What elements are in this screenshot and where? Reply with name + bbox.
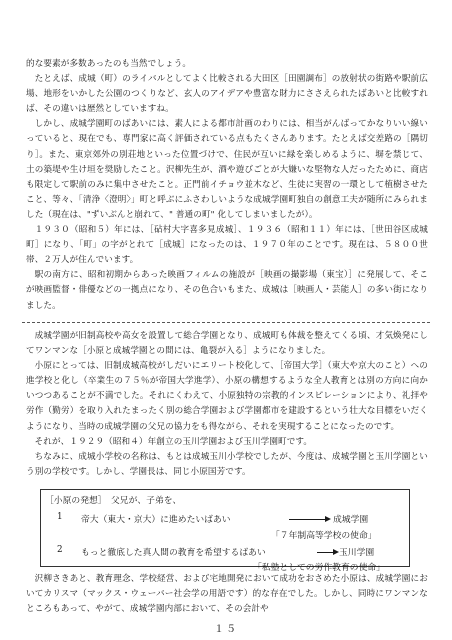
page-number: １５ [214, 624, 238, 635]
box-item-condition: もっと徹底した真人間の教育を希望するばあい [81, 548, 266, 558]
section-divider [22, 322, 430, 323]
arrow-icon [317, 552, 335, 553]
box-item-number: 1 [57, 512, 63, 522]
paragraph-obara-vision: 小原にとっては、旧制成城高校がしだいにエリート校化して、［帝国大学］（東大や京大のこと）への進学校と化し（卒業生の７５％が帝国大学進学）、小原の構想するような全人教育とは別の方向に向かいつつあることが不満でした。それにくわえて、小原独特の宗教的インスピレーションにより、礼拝や労作（勤労）を取り入れたまったく別の総合学園および学園都市を建設するという壮大な目標をいだくようになり、当時の成城学園の父兄の協力をも得ながら、それを実現することになったのです。 [26, 361, 428, 432]
paragraph-continuation: 的な要素が多数あったのも当然でしょう。 [26, 59, 192, 69]
section-obara-split [26, 329, 428, 480]
paragraph-school-names: ちなみに、成城小学校の名称は、もとは成城玉川小学校でしたが、今度は、成城学園と玉川学園という別の学校です。しかし、学園長は、同じ小原国芳です。 [26, 451, 428, 477]
box-item-note: 「７年制高等学校の使命」 [271, 531, 377, 541]
paragraph-rift: 成城学園が旧制高校や高女を設置して総合学園となり、成城町も体裁を整えてくる頃、才気煥発にしてワンマンな［小原と成城学園との間には、亀裂が入る］ようになりました。 [26, 331, 428, 357]
box-item-target: 玉川学園 [339, 548, 375, 558]
box-item-target: 成城学園 [333, 515, 369, 525]
box-item-condition: 帝大（東大・京大）に進めたいばあい [81, 515, 231, 525]
section-charisma [26, 572, 428, 617]
obara-idea-box [40, 489, 410, 573]
paragraph-denenchofu-comparison: たとえば、成城（町）のライバルとしてよく比較される大田区［田園調布］の放射状の街路や駅前広場、地形をいかした公園のつくりなど、玄人のアイデアや豊富な財力にささえられたばあいと比較すれば、その違いは歴然としていますね。 [26, 74, 428, 115]
box-item-note: 「私塾としての労作教育の使命」 [253, 563, 385, 573]
paragraph-tamagawa-founding: それが、１９２９（昭和４）年創立の玉川学園および玉川学園町です。 [34, 436, 313, 447]
box-title: ［小原の発想］ 父兄が、子弟を、 [45, 496, 182, 506]
paragraph-obara-charisma: 沢柳さきあと、教育理念、学校経営、および宅地開発において成功をおさめた小原は、成城学園においてカリスマ（マックス・ウェーバー社会学の用語です）的な存在でした。しかし、同時にワンマンなところもあって、やがて、成城学園内部において、その会計や [26, 574, 428, 615]
arrow-icon [289, 519, 327, 520]
box-item-number: 2 [57, 545, 63, 555]
paragraph-seijo-features: しかし、成城学園町のばあいには、素人による都市計画のわりには、相当がんばってかなりいい線いっていると、現在でも、専門家に高く評価されている点もたくさんあります。たとえば交差路の［隅切り］。また、東京郊外の別荘地といった位置づけで、住民が互いに緑を楽しめるように、塀を禁じて、土の築堤や生け垣を奨励したこと。沢柳先生が、酒や遊びごとが大嫌いな堅物な人だったために、商店も限定して駅前のみに集中させたこと。正門前イチョウ並木など、生徒に実習の一環として植樹させたこと、等々、「清浄〈澄明〉」町と呼ぶにふさわしいような成城学園町独自の創意工夫が随所にみられました（現在は、"ずいぶんと崩れて、" 普通の町" 化してしまいましたが）。 [26, 119, 428, 220]
paragraph-film-studio: 駅の南方に、昭和初期からあった映画フィルムの施設が［映画の撮影場（東宝）］に発展して、そこが映画監督・俳優などの一拠点になり、その色合いもまた、成城は［映画人・芸能人］の多い街になりました。 [26, 270, 428, 311]
section-town-planning [26, 57, 428, 314]
paragraph-town-history: １９３０（昭和５）年には、［砧村大字喜多見成城］、１９３６（昭和１１）年には、［世田谷区成城町］になり、「町」の字がとれて［成城］になったのは、１９７０年のことです。現在は、５８００世帯、２万人が住んでいます。 [26, 225, 428, 266]
